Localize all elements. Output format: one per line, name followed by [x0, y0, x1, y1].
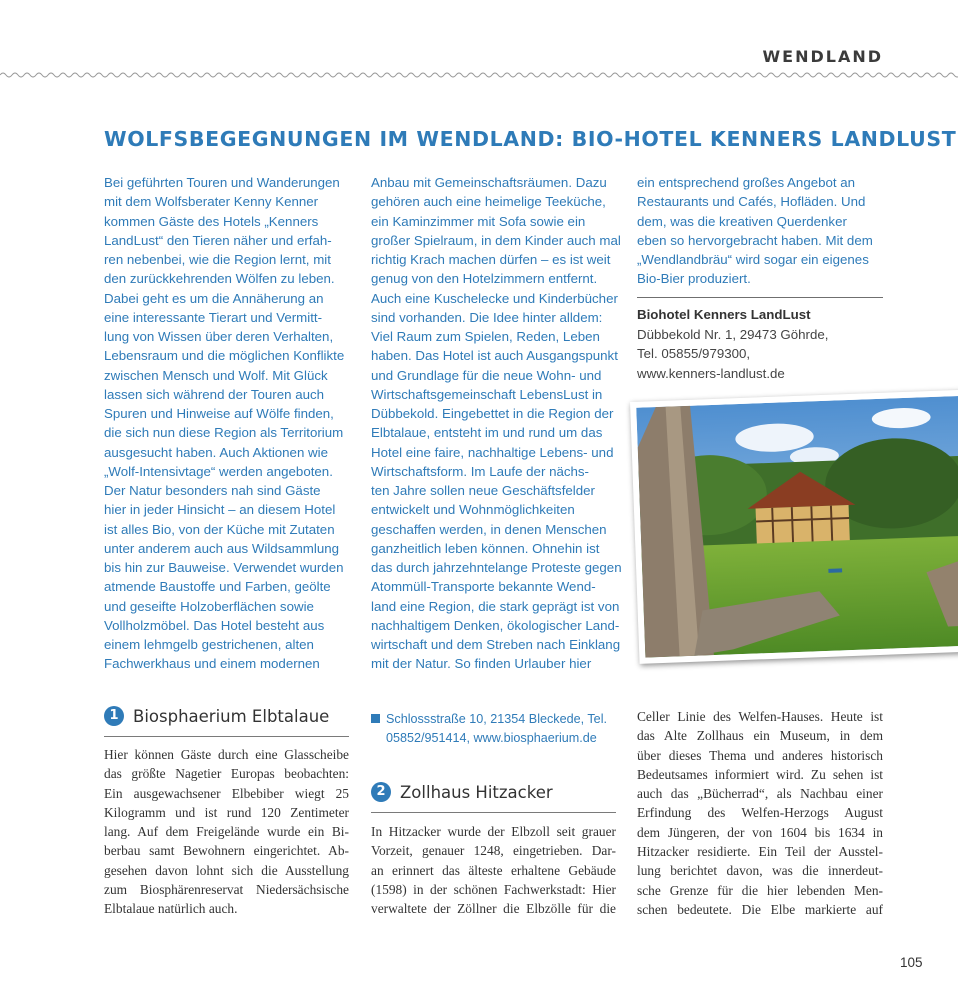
text-line: geschaffen werden, in denen Menschen	[371, 521, 607, 537]
text-line: einem lehmgelb gestrichenen, alten	[104, 637, 314, 652]
text-line: großer Spielraum, in dem Kinder auch mal	[371, 232, 621, 248]
text-line: berbau samt Bewohnern eingerichtet. Ab-	[104, 843, 349, 859]
text-line: Ein ausgewachsener Elbebiber wiegt 25	[104, 785, 349, 801]
text-line: dem, was die kreativen Querdenker	[637, 213, 847, 229]
text-line: Hitzacker residierte. Ein Teil der Ausstel-	[637, 844, 883, 860]
poi-1-address	[371, 710, 621, 748]
text-line: wirtschaft und dem Streben nach Einklang	[371, 637, 621, 652]
poi-1-divider	[104, 736, 349, 737]
poi-1-title: Biosphaerium Elbtalaue	[133, 706, 330, 726]
text-line: und geseifte Holzoberflächen sowie	[104, 598, 314, 614]
text-line: Vollholzmöbel. Das Hotel besteht aus	[104, 617, 325, 633]
text-line: Viel Raum zum Spielen, Reden, Leben	[371, 329, 600, 344]
text-line: lassen sich während der Touren auch	[104, 386, 325, 402]
text-line: (1598) in der schönen Fachwerkstadt: Hier	[371, 881, 616, 897]
text-line: „Wolf-Intensivtage“ werden angeboten.	[104, 463, 333, 479]
poi-2-title: Zollhaus Hitzacker	[400, 782, 553, 802]
article-column-3	[637, 173, 889, 289]
text-line: haben. Das Hotel ist auch Ausgangspunkt	[371, 348, 618, 364]
text-line: gesehen davon lohnt sich die Ausstellung	[104, 862, 349, 878]
text-line: Lebensraum und die möglichen Konflikte	[104, 348, 345, 364]
article-title: WOLFSBEGEGNUNGEN IM WENDLAND: BIO-HOTEL KENNERS LANDLUST	[104, 127, 957, 151]
text-line: lung berichtet davon, was die innerdeut-	[637, 863, 883, 879]
article-column-1	[104, 173, 356, 674]
text-line: nachhaltigem Denken, ökologischer Land-	[371, 617, 620, 633]
text-line: zum Biosphärenreservat Niedersächsische	[104, 882, 349, 898]
text-line: Restaurants und Cafés, Hofläden. Und	[637, 194, 866, 210]
text-line: dem Jüngeren, der von 1604 bis 1634 in	[637, 824, 883, 840]
text-line: Elbtalaue, entsteht im und rund um das	[371, 425, 603, 441]
text-line: den zurückkehrenden Wölfen zu leben.	[104, 271, 335, 287]
text-line: an erinnert das älteste erhaltene Gebäude	[371, 862, 616, 878]
half-timbered-house-image	[636, 396, 958, 658]
text-line: Fachwerkhaus und einem modernen	[104, 656, 320, 672]
text-line: „Wendlandbräu“ wird sogar ein eigenes	[637, 252, 869, 267]
text-line: Wirtschaftsform. Im Laufe der nächs-	[371, 463, 589, 479]
poi-1-address-line-2: 05852/951414, www.biosphaerium.de	[386, 731, 597, 745]
poi-1-text	[104, 745, 349, 919]
text-line: land eine Region, die stark geprägt ist von	[371, 598, 620, 614]
square-bullet-icon	[371, 714, 380, 723]
text-line: sind vorhanden. Die Idee hinter alldem:	[371, 309, 603, 325]
text-line: sche Grenze für die hier lebenden Men-	[637, 882, 883, 898]
text-line: auch das „Bücherrad“, als Nachbau einer	[637, 786, 883, 802]
poi-2-text-continued	[637, 707, 883, 919]
page-number: 105	[900, 955, 923, 970]
hotel-photo	[630, 389, 958, 663]
text-line: Bedeutsames informiert wird. Zu sehen ist	[637, 766, 883, 782]
text-line: Spuren und Hinweise auf Wölfe finden,	[104, 406, 334, 421]
text-line: lang. Auf dem Freigelände wurde ein Bi-	[104, 824, 349, 840]
text-line: über dieses Thema und anderes historisch	[637, 747, 883, 763]
text-line: ist alles Bio, von der Küche mit Zutaten	[104, 521, 335, 537]
text-line: In Hitzacker wurde der Elbzoll seit grauer	[371, 824, 616, 839]
text-line: richtig Krach machen dürfen – es ist weit	[371, 252, 611, 267]
text-line: atmende Baustoffe und Farben, geölte	[104, 579, 331, 595]
text-line: Bio-Bier produziert.	[637, 271, 751, 287]
text-line: ren nebenbei, wie die Region lernt, mit	[104, 252, 331, 267]
text-line: Celler Linie des Welfen-Hauses. Heute ist	[637, 709, 883, 724]
text-line: Wirtschaftsgemeinschaft LebensLust in	[371, 386, 603, 402]
hotel-contact	[637, 305, 887, 383]
text-line: kommen Gäste des Hotels „Kenners	[104, 213, 319, 229]
poi-2-divider	[371, 812, 616, 813]
text-line: ein entsprechend großes Angebot an	[637, 175, 856, 190]
text-line: lung von Wissen über deren Verhalten,	[104, 329, 334, 344]
text-line: das durch jahrzehntelange Proteste gegen	[371, 560, 622, 575]
text-line: eine interessante Tierart und Vermitt-	[104, 309, 323, 325]
text-line: die sich nun diese Region als Territorium	[104, 425, 344, 441]
section-label: WENDLAND	[762, 47, 883, 66]
text-line: schen bedeutete. Die Elbe markierte auf	[637, 901, 883, 917]
text-line: LandLust“ den Tieren näher und erfah-	[104, 232, 332, 248]
hotel-address: Dübbekold Nr. 1, 29473 Göhrde,	[637, 326, 829, 342]
text-line: eben so hervorgebracht haben. Mit dem	[637, 232, 873, 248]
article-column-2	[371, 173, 623, 674]
poi-1-address-line-1: Schlossstraße 10, 21354 Bleckede, Tel.	[386, 712, 607, 726]
text-line: Dabei geht es um die Annäherung an	[104, 290, 324, 306]
text-line: mit der Natur. So finden Urlauber hier	[371, 656, 592, 672]
text-line: ausgesucht haben. Auch Aktionen wie	[104, 444, 328, 460]
poi-2-heading	[371, 782, 553, 802]
text-line: Der Natur besonders nah sind Gäste	[104, 483, 321, 498]
text-line: Bei geführten Touren und Wanderungen	[104, 175, 340, 190]
text-line: zwischen Mensch und Wolf. Mit Glück	[104, 367, 328, 383]
hotel-name: Biohotel Kenners LandLust	[637, 307, 811, 322]
text-line: Dübbekold. Eingebettet in die Region der	[371, 406, 614, 421]
text-line: Atommüll-Transporte bekannte Wend-	[371, 579, 596, 595]
text-line: entwickelt und Wohnmöglichkeiten	[371, 502, 575, 518]
text-line: ganzheitlich leben können. Ohnehin ist	[371, 540, 600, 556]
text-line: mit dem Wolfsberater Kenny Kenner	[104, 194, 319, 210]
text-line: Elbtalaue natürlich auch.	[104, 901, 238, 917]
text-line: Kilogramm und ist rund 120 Zentimeter	[104, 804, 349, 820]
text-line: hier in jeder Hinsicht – an diesem Hotel	[104, 502, 336, 518]
text-line: ein Kaminzimmer mit Sofa sowie ein	[371, 213, 586, 229]
text-line: Vorzeit, genauer 1248, eingetrieben. Dar-	[371, 843, 616, 859]
text-line: genug von den Hotelzimmern entfernt.	[371, 271, 598, 287]
text-line: unter anderem auch aus Wildsammlung	[104, 540, 340, 556]
wavy-divider	[0, 70, 958, 80]
text-line: das größte Nagetier Europas beobachten:	[104, 766, 349, 782]
text-line: Auch eine Kuschelecke und Kinderbücher	[371, 290, 618, 306]
poi-1-number-badge: 1	[104, 706, 124, 726]
text-line: gehören auch eine heimelige Teeküche,	[371, 194, 606, 210]
text-line: Anbau mit Gemeinschaftsräumen. Dazu	[371, 175, 607, 190]
text-line: das Alte Zollhaus ein Museum, in dem	[637, 728, 883, 744]
poi-2-number-badge: 2	[371, 782, 391, 802]
text-line: Hotel eine faire, nachhaltige Lebens- und	[371, 444, 614, 460]
contact-divider	[637, 297, 883, 298]
text-line: bis hin zur Bauweise. Verwendet wurden	[104, 560, 344, 575]
text-line: verwaltete der Zöllner die Elbzölle für die	[371, 901, 616, 917]
text-line: ten Jahre sollen neue Geschäftsfelder	[371, 483, 595, 498]
poi-2-text	[371, 822, 616, 918]
text-line: Erfindung des Welfen-Herzogs August	[637, 805, 883, 821]
poi-1-heading	[104, 706, 329, 726]
text-line: und Grundlage für die neue Wohn- und	[371, 367, 602, 383]
hotel-phone: Tel. 05855/979300,	[637, 346, 751, 361]
text-line: Hier können Gäste durch eine Glasscheibe	[104, 747, 349, 762]
hotel-website[interactable]: www.kenners-landlust.de	[637, 365, 785, 381]
